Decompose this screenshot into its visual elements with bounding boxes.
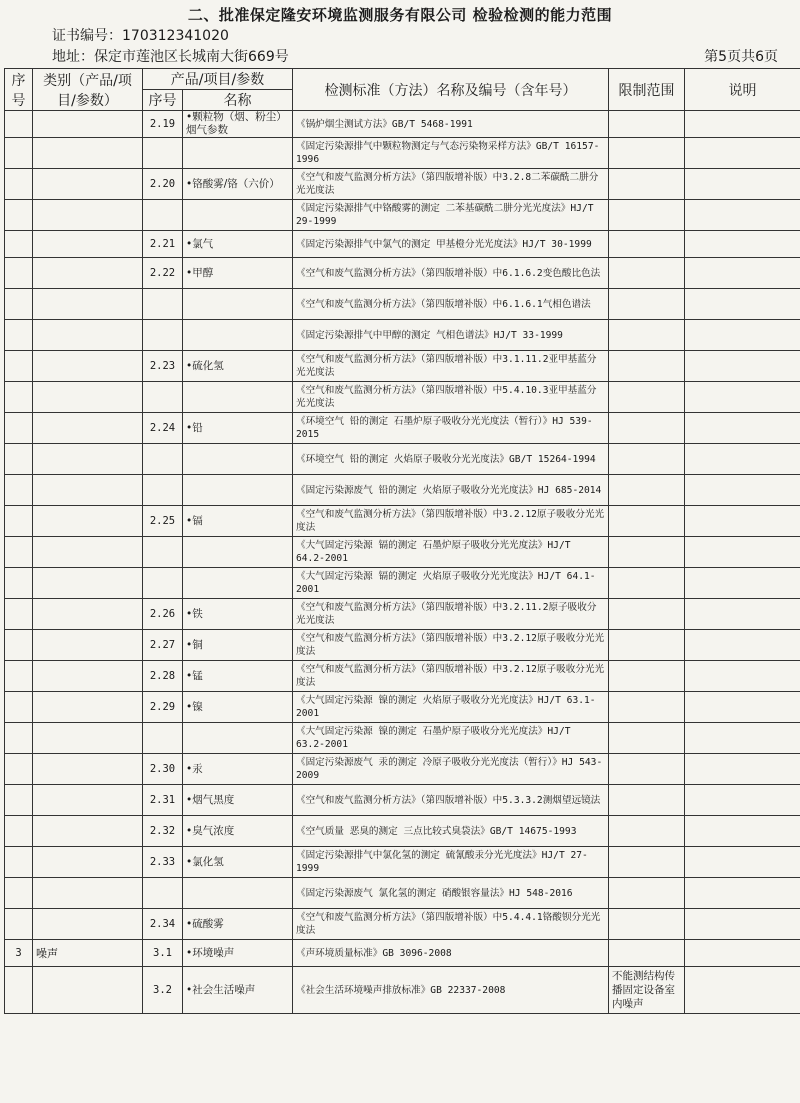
row-sub-seq [143,537,183,568]
row-note [685,754,800,785]
row-standard: 《固定污染源排气中氯化氢的测定 硫氰酸汞分光光度法》HJ/T 27-1999 [293,847,609,878]
header-sub-seq: 序号 [143,90,183,111]
table-row [5,630,800,661]
row-sub-seq: 2.21 [143,231,183,258]
header-standard: 检测标准（方法）名称及编号（含年号） [293,69,609,111]
row-standard: 《空气和废气监测分析方法》（第四版增补版）中3.1.11.2亚甲基蓝分光光度法 [293,351,609,382]
row-category [33,382,143,413]
row-standard: 《空气和废气监测分析方法》（第四版增补版）中5.3.3.2测烟望远镜法 [293,785,609,816]
row-seq [5,506,33,537]
row-seq [5,138,33,169]
row-seq [5,258,33,289]
row-sub-seq [143,320,183,351]
row-limit [609,599,685,630]
row-note [685,816,800,847]
table-row [5,351,800,382]
row-seq [5,630,33,661]
row-limit [609,692,685,723]
row-seq [5,754,33,785]
row-sub-seq: 2.33 [143,847,183,878]
row-limit [609,382,685,413]
row-category [33,537,143,568]
row-category [33,231,143,258]
row-limit [609,351,685,382]
row-standard: 《固定污染源排气中颗粒物测定与气态污染物采样方法》GB/T 16157-1996 [293,138,609,169]
row-standard: 《环境空气 铅的测定 石墨炉原子吸收分光光度法（暂行）》HJ 539-2015 [293,413,609,444]
header-product-group: 产品/项目/参数 [143,69,293,90]
row-note [685,785,800,816]
row-item-name [183,320,293,351]
row-sub-seq [143,475,183,506]
row-limit [609,169,685,200]
row-item-name: •铜 [183,630,293,661]
row-seq [5,475,33,506]
page-number: 第5页共6页 [704,49,778,65]
row-standard: 《大气固定污染源 镍的测定 石墨炉原子吸收分光光度法》HJ/T 63.2-2001 [293,723,609,754]
row-category [33,258,143,289]
row-limit [609,568,685,599]
row-standard: 《固定污染源排气中铬酸雾的测定 二苯基碳酰二肼分光光度法》HJ/T 29-1999 [293,200,609,231]
row-standard: 《固定污染源废气 铅的测定 火焰原子吸收分光光度法》HJ 685-2014 [293,475,609,506]
row-standard: 《大气固定污染源 镉的测定 火焰原子吸收分光光度法》HJ/T 64.1-2001 [293,568,609,599]
row-category [33,169,143,200]
row-sub-seq: 3.2 [143,967,183,1014]
row-standard: 《固定污染源废气 汞的测定 冷原子吸收分光光度法（暂行）》HJ 543-2009 [293,754,609,785]
row-item-name: •铅 [183,413,293,444]
row-seq [5,231,33,258]
table-row [5,599,800,630]
row-seq [5,909,33,940]
table-row [5,444,800,475]
row-sub-seq: 2.23 [143,351,183,382]
row-seq [5,878,33,909]
document-title: 二、批准保定隆安环境监测服务有限公司 检验检测的能力范围 [187,6,613,24]
row-sub-seq: 2.22 [143,258,183,289]
row-sub-seq: 2.29 [143,692,183,723]
row-seq [5,537,33,568]
row-note [685,138,800,169]
table-row [5,413,800,444]
row-category [33,289,143,320]
header-note: 说明 [685,69,800,111]
row-sub-seq: 2.19 [143,111,183,138]
table-row [5,568,800,599]
row-seq [5,723,33,754]
row-limit [609,475,685,506]
row-limit [609,506,685,537]
row-limit [609,537,685,568]
row-seq [5,200,33,231]
row-limit: 不能测结构传播固定设备室内噪声 [609,967,685,1014]
row-note [685,258,800,289]
row-item-name [183,138,293,169]
row-note [685,909,800,940]
row-standard: 《环境空气 铅的测定 火焰原子吸收分光光度法》GB/T 15264-1994 [293,444,609,475]
row-sub-seq [143,200,183,231]
row-limit [609,630,685,661]
row-note [685,723,800,754]
row-standard: 《空气和废气监测分析方法》（第四版增补版）中6.1.6.2变色酸比色法 [293,258,609,289]
address: 地址：保定市莲池区长城南大街669号 [52,49,289,65]
row-standard: 《声环境质量标准》GB 3096-2008 [293,940,609,967]
row-item-name [183,382,293,413]
row-item-name: •锰 [183,661,293,692]
row-category [33,816,143,847]
row-item-name: •氯气 [183,231,293,258]
row-limit [609,289,685,320]
row-standard: 《固定污染源排气中甲醇的测定 气相色谱法》HJ/T 33-1999 [293,320,609,351]
row-category [33,599,143,630]
row-category [33,413,143,444]
row-sub-seq [143,878,183,909]
row-item-name: •甲醇 [183,258,293,289]
row-category [33,661,143,692]
table-row [5,382,800,413]
row-category [33,909,143,940]
row-note [685,692,800,723]
row-limit [609,413,685,444]
row-category [33,320,143,351]
row-item-name [183,537,293,568]
row-limit [609,723,685,754]
row-note [685,200,800,231]
row-limit [609,940,685,967]
row-note [685,940,800,967]
row-item-name: •铬酸雾/铬（六价） [183,169,293,200]
row-item-name: •氯化氢 [183,847,293,878]
row-item-name: •镉 [183,506,293,537]
row-limit [609,909,685,940]
row-seq [5,382,33,413]
header-name: 名称 [183,90,293,111]
row-seq [5,289,33,320]
row-note [685,382,800,413]
row-item-name [183,723,293,754]
row-note [685,413,800,444]
table-row [5,111,800,138]
table-row [5,475,800,506]
row-item-name [183,200,293,231]
row-limit [609,111,685,138]
row-sub-seq: 2.32 [143,816,183,847]
row-sub-seq [143,723,183,754]
row-standard: 《锅炉烟尘测试方法》GB/T 5468-1991 [293,111,609,138]
row-standard: 《空气和废气监测分析方法》（第四版增补版）中6.1.6.1气相色谱法 [293,289,609,320]
row-sub-seq [143,138,183,169]
row-seq [5,169,33,200]
table-row [5,754,800,785]
row-category [33,200,143,231]
row-seq [5,413,33,444]
table-row [5,847,800,878]
table-row [5,506,800,537]
row-category [33,351,143,382]
table-row [5,537,800,568]
row-sub-seq: 2.20 [143,169,183,200]
row-item-name: •汞 [183,754,293,785]
row-standard: 《大气固定污染源 镉的测定 石墨炉原子吸收分光光度法》HJ/T 64.2-2001 [293,537,609,568]
row-sub-seq: 2.28 [143,661,183,692]
row-seq [5,320,33,351]
table-row [5,258,800,289]
row-sub-seq: 2.30 [143,754,183,785]
row-category [33,967,143,1014]
row-seq [5,785,33,816]
row-standard: 《空气和废气监测分析方法》（第四版增补版）中3.2.12原子吸收分光光度法 [293,661,609,692]
row-sub-seq: 2.34 [143,909,183,940]
row-limit [609,258,685,289]
table-row [5,967,800,1014]
row-limit [609,847,685,878]
table-row [5,909,800,940]
table-row [5,878,800,909]
row-standard: 《空气和废气监测分析方法》（第四版增补版）中3.2.12原子吸收分光光度法 [293,506,609,537]
row-standard: 《固定污染源废气 氯化氢的测定 硝酸银容量法》HJ 548-2016 [293,878,609,909]
row-limit [609,878,685,909]
row-limit [609,320,685,351]
table-row [5,289,800,320]
row-standard: 《空气和废气监测分析方法》（第四版增补版）中5.4.4.1铬酸钡分光光度法 [293,909,609,940]
row-category [33,847,143,878]
row-item-name: •硫酸雾 [183,909,293,940]
row-category [33,138,143,169]
row-note [685,231,800,258]
table-row [5,940,800,967]
row-seq [5,599,33,630]
row-seq: 3 [5,940,33,967]
row-limit [609,231,685,258]
table-row [5,785,800,816]
row-seq [5,847,33,878]
row-note [685,537,800,568]
row-limit [609,661,685,692]
row-seq [5,111,33,138]
row-note [685,289,800,320]
row-item-name: •颗粒物（烟、粉尘） 烟气参数 [183,111,293,138]
row-limit [609,200,685,231]
row-note [685,878,800,909]
row-category [33,444,143,475]
row-seq [5,351,33,382]
row-item-name [183,475,293,506]
row-category [33,506,143,537]
row-item-name: •硫化氢 [183,351,293,382]
row-note [685,169,800,200]
capability-table [4,68,800,1014]
row-seq [5,444,33,475]
row-note [685,630,800,661]
row-seq [5,816,33,847]
header-seq: 序号 [5,69,33,111]
row-sub-seq: 3.1 [143,940,183,967]
row-note [685,847,800,878]
row-standard: 《空气和废气监测分析方法》（第四版增补版）中3.2.12原子吸收分光光度法 [293,630,609,661]
row-category: 噪声 [33,940,143,967]
table-row [5,816,800,847]
row-note [685,111,800,138]
row-category [33,785,143,816]
table-row [5,169,800,200]
header-limit: 限制范围 [609,69,685,111]
row-sub-seq [143,568,183,599]
row-seq [5,692,33,723]
row-limit [609,754,685,785]
row-sub-seq [143,289,183,320]
row-note [685,351,800,382]
row-seq [5,967,33,1014]
row-note [685,506,800,537]
row-sub-seq: 2.31 [143,785,183,816]
table-row [5,200,800,231]
row-category [33,723,143,754]
row-sub-seq: 2.24 [143,413,183,444]
row-note [685,661,800,692]
row-category [33,878,143,909]
row-note [685,320,800,351]
row-item-name: •臭气浓度 [183,816,293,847]
row-category [33,111,143,138]
row-category [33,692,143,723]
row-standard: 《空气和废气监测分析方法》（第四版增补版）中3.2.11.2原子吸收分光光度法 [293,599,609,630]
row-standard: 《社会生活环境噪声排放标准》GB 22337-2008 [293,967,609,1014]
row-item-name: •社会生活噪声 [183,967,293,1014]
row-note [685,967,800,1014]
row-limit [609,785,685,816]
row-sub-seq [143,382,183,413]
table-row [5,692,800,723]
row-item-name [183,878,293,909]
table-row [5,320,800,351]
row-note [685,475,800,506]
row-note [685,599,800,630]
row-seq [5,568,33,599]
row-sub-seq: 2.25 [143,506,183,537]
table-row [5,138,800,169]
row-item-name: •环境噪声 [183,940,293,967]
row-note [685,568,800,599]
table-row [5,231,800,258]
row-limit [609,444,685,475]
row-item-name: •铁 [183,599,293,630]
row-sub-seq: 2.27 [143,630,183,661]
row-category [33,568,143,599]
row-note [685,444,800,475]
row-standard: 《空气和废气监测分析方法》（第四版增补版）中3.2.8二苯碳酰二肼分光光度法 [293,169,609,200]
row-category [33,754,143,785]
row-seq [5,661,33,692]
row-category [33,475,143,506]
row-item-name [183,444,293,475]
table-row [5,661,800,692]
certificate-number: 证书编号：170312341020 [52,28,229,44]
row-sub-seq [143,444,183,475]
row-item-name [183,289,293,320]
row-category [33,630,143,661]
row-limit [609,138,685,169]
row-standard: 《大气固定污染源 镍的测定 火焰原子吸收分光光度法》HJ/T 63.1-2001 [293,692,609,723]
row-sub-seq: 2.26 [143,599,183,630]
row-item-name [183,568,293,599]
row-standard: 《固定污染源排气中氯气的测定 甲基橙分光光度法》HJ/T 30-1999 [293,231,609,258]
row-limit [609,816,685,847]
row-item-name: •烟气黑度 [183,785,293,816]
row-item-name: •镍 [183,692,293,723]
row-standard: 《空气和废气监测分析方法》（第四版增补版）中5.4.10.3亚甲基蓝分光光度法 [293,382,609,413]
table-row [5,723,800,754]
row-standard: 《空气质量 恶臭的测定 三点比较式臭袋法》GB/T 14675-1993 [293,816,609,847]
header-category: 类别（产品/项目/参数） [33,69,143,111]
